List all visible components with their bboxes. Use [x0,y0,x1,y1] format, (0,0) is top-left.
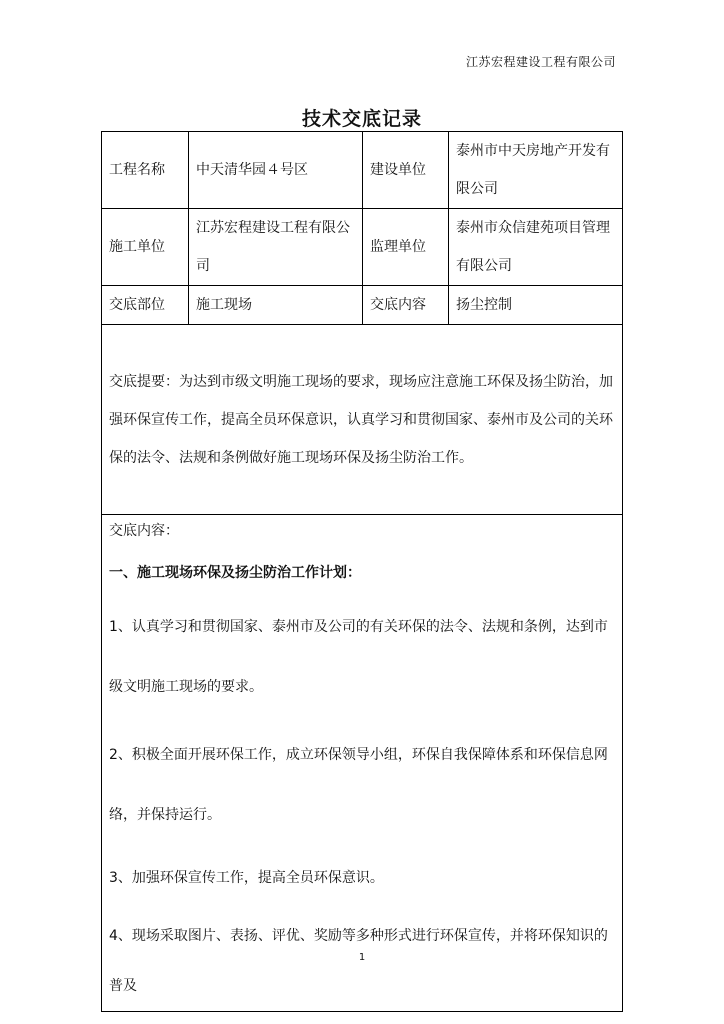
table-row-location [102,286,623,325]
client-label: 建设单位 [363,132,449,209]
content-value: 扬尘控制 [449,286,623,325]
content-item: 3、加强环保宣传工作，提高全员环保意识。 [109,870,384,886]
location-label: 交底部位 [102,286,189,325]
record-table [101,131,623,1012]
summary-text: 交底提要：为达到市级文明施工现场的要求，现场应注意施工环保及扬尘防治，加强环保宣传工作，提高全员环保意识，认真学习和贯彻国家、泰州市及公司的关环保的法令、法规和条例做好施工现场环保及扬尘防治工作。 [102,325,623,515]
project-name-value: 中天清华园４号区 [189,132,363,209]
table-row-project [102,132,623,209]
content-intro: 交底内容： [109,523,179,539]
page-number: 1 [358,952,366,963]
supervisor-label: 监理单位 [363,209,449,286]
content-heading: 一、施工现场环保及扬尘防治工作计划： [109,565,361,581]
contractor-label: 施工单位 [102,209,189,286]
content-item: 4、现场采取图片、表扬、评优、奖励等多种形式进行环保宣传，并将环保知识的 普及 [109,928,608,994]
contractor-value: 江苏宏程建设工程有限公司 [189,209,363,286]
document-title: 技术交底记录 [301,108,422,130]
project-name-label: 工程名称 [102,132,189,209]
location-value: 施工现场 [189,286,363,325]
content-cell [102,515,623,1012]
table-row-content [102,515,623,1012]
table-row-contractor [102,209,623,286]
content-item: 2、积极全面开展环保工作，成立环保领导小组，环保自我保障体系和环保信息网络，并保持运行。 [109,747,608,823]
table-row-summary [102,325,623,515]
header-company-name: 江苏宏程建设工程有限公司 [465,55,616,69]
content-label: 交底内容 [363,286,449,325]
client-value: 泰州市中天房地产开发有限公司 [449,132,623,209]
content-item: 1、认真学习和贯彻国家、泰州市及公司的有关环保的法令、法规和条例，达到市级文明施工现场的要求。 [109,619,608,695]
supervisor-value: 泰州市众信建苑项目管理有限公司 [449,209,623,286]
